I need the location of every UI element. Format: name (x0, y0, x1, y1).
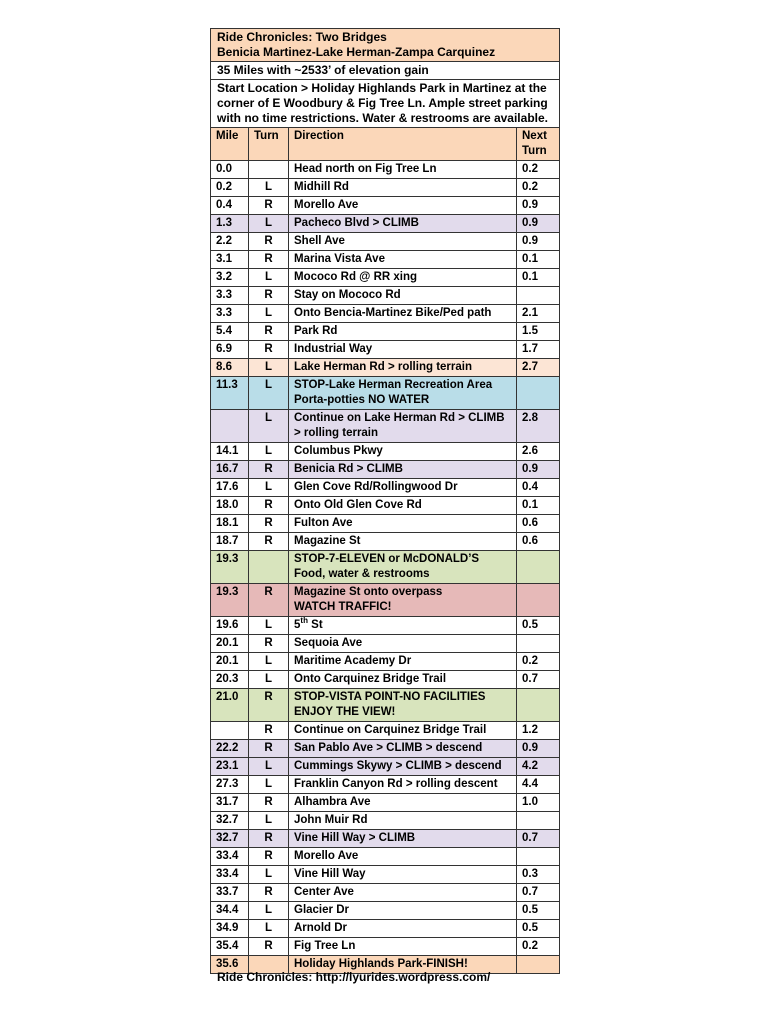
next-turn-cell: 0.9 (517, 197, 560, 215)
table-row (211, 479, 560, 497)
direction-text: Glen Cove Rd/Rollingwood Dr (294, 481, 458, 493)
mile-cell: 27.3 (211, 776, 249, 794)
direction-text: Fig Tree Ln (294, 940, 356, 952)
next-turn-cell: 1.5 (517, 323, 560, 341)
table-row (211, 197, 560, 215)
mile-cell: 19.6 (211, 617, 249, 635)
turn-cell: R (249, 233, 289, 251)
table-row (211, 617, 560, 635)
direction-cell (289, 689, 517, 722)
mile-cell: 35.4 (211, 938, 249, 956)
turn-cell: L (249, 653, 289, 671)
next-turn-cell: 1.7 (517, 341, 560, 359)
direction-cell (289, 341, 517, 359)
turn-cell: R (249, 323, 289, 341)
ride-title (211, 29, 560, 62)
direction-text: Continue on Carquinez Bridge Trail (294, 724, 487, 736)
direction-cell (289, 584, 517, 617)
direction-text: STOP-VISTA POINT-NO FACILITIES (294, 691, 486, 703)
mile-cell: 32.7 (211, 830, 249, 848)
table-row (211, 251, 560, 269)
direction-cell (289, 740, 517, 758)
table-row (211, 305, 560, 323)
direction-text: Magazine St (294, 535, 361, 547)
direction-text: Onto Old Glen Cove Rd (294, 499, 422, 511)
direction-cell (289, 515, 517, 533)
next-turn-cell: 0.9 (517, 461, 560, 479)
table-row (211, 179, 560, 197)
table-row (211, 740, 560, 758)
turn-cell: L (249, 269, 289, 287)
table-row (211, 758, 560, 776)
direction-text: Holiday Highlands Park-FINISH! (294, 958, 468, 970)
mile-cell: 16.7 (211, 461, 249, 479)
direction-text: Midhill Rd (294, 181, 349, 193)
mile-cell: 18.0 (211, 497, 249, 515)
direction-cell (289, 848, 517, 866)
table-row (211, 551, 560, 584)
turn-cell: L (249, 443, 289, 461)
column-header-mile: Mile (211, 128, 249, 161)
mile-cell: 19.3 (211, 584, 249, 617)
column-header-next-turn (517, 128, 560, 161)
direction-text: Stay on Mococo Rd (294, 289, 401, 301)
next-turn-cell: 0.6 (517, 533, 560, 551)
turn-cell: L (249, 866, 289, 884)
direction-text: Mococo Rd @ RR xing (294, 271, 418, 283)
mile-cell: 8.6 (211, 359, 249, 377)
direction-text: Head north on Fig Tree Ln (294, 163, 437, 175)
direction-text-rest: St (307, 619, 323, 631)
direction-cell (289, 410, 517, 443)
direction-text: John Muir Rd (294, 814, 368, 826)
mile-cell: 3.3 (211, 287, 249, 305)
turn-cell: R (249, 938, 289, 956)
turn-cell: L (249, 410, 289, 443)
next-turn-cell (517, 377, 560, 410)
mile-cell: 3.1 (211, 251, 249, 269)
turn-cell: L (249, 812, 289, 830)
column-header-row (211, 128, 560, 161)
direction-text: Onto Bencia-Martinez Bike/Ped path (294, 307, 492, 319)
turn-cell: L (249, 902, 289, 920)
next-turn-cell: 2.8 (517, 410, 560, 443)
direction-cell (289, 635, 517, 653)
table-row (211, 938, 560, 956)
table-row (211, 359, 560, 377)
table-row (211, 410, 560, 443)
cue-body (211, 161, 560, 974)
next-turn-cell: 0.4 (517, 479, 560, 497)
direction-cell (289, 794, 517, 812)
turn-cell: L (249, 377, 289, 410)
mile-cell: 14.1 (211, 443, 249, 461)
direction-text: San Pablo Ave > CLIMB > descend (294, 742, 483, 754)
direction-text: Morello Ave (294, 850, 359, 862)
next-turn-cell: 1.2 (517, 722, 560, 740)
next-turn-cell: 0.9 (517, 233, 560, 251)
table-row (211, 515, 560, 533)
mile-cell: 34.9 (211, 920, 249, 938)
table-row (211, 533, 560, 551)
next-turn-cell (517, 812, 560, 830)
next-turn-cell: 0.1 (517, 251, 560, 269)
direction-text: Shell Ave (294, 235, 345, 247)
direction-cell (289, 161, 517, 179)
direction-cell (289, 305, 517, 323)
direction-text: Benicia Rd > CLIMB (294, 463, 403, 475)
turn-cell: R (249, 635, 289, 653)
ride-subtitle-text: Benicia Martinez-Lake Herman-Zampa Carquinez (217, 45, 496, 59)
next-turn-cell: 0.6 (517, 515, 560, 533)
next-turn-cell: 0.1 (517, 269, 560, 287)
mile-cell: 0.2 (211, 179, 249, 197)
turn-cell: L (249, 671, 289, 689)
mile-cell: 20.1 (211, 653, 249, 671)
direction-cell (289, 269, 517, 287)
cue-table (210, 28, 560, 974)
turn-cell: R (249, 689, 289, 722)
direction-text: Glacier Dr (294, 904, 349, 916)
column-header-direction: Direction (289, 128, 517, 161)
direction-cell (289, 287, 517, 305)
direction-cell (289, 938, 517, 956)
next-turn-cell: 0.2 (517, 161, 560, 179)
direction-cell (289, 359, 517, 377)
next-turn-cell (517, 287, 560, 305)
turn-cell (249, 551, 289, 584)
table-row (211, 497, 560, 515)
table-row (211, 161, 560, 179)
next-turn-cell: 4.2 (517, 758, 560, 776)
mile-cell: 33.7 (211, 884, 249, 902)
direction-text-line2: ENJOY THE VIEW! (294, 706, 396, 718)
table-row (211, 323, 560, 341)
turn-cell (249, 161, 289, 179)
next-turn-cell: 0.9 (517, 740, 560, 758)
mile-cell: 2.2 (211, 233, 249, 251)
direction-text: Park Rd (294, 325, 338, 337)
table-row (211, 215, 560, 233)
turn-cell: R (249, 251, 289, 269)
direction-cell (289, 251, 517, 269)
table-row (211, 653, 560, 671)
direction-text: Vine Hill Way > CLIMB (294, 832, 416, 844)
next-turn-cell: 0.3 (517, 866, 560, 884)
table-row (211, 584, 560, 617)
table-row (211, 722, 560, 740)
mile-cell (211, 410, 249, 443)
direction-text: Arnold Dr (294, 922, 348, 934)
table-row (211, 812, 560, 830)
direction-cell (289, 323, 517, 341)
turn-cell: R (249, 341, 289, 359)
turn-cell: R (249, 461, 289, 479)
next-turn-cell: 0.2 (517, 938, 560, 956)
mile-cell: 11.3 (211, 377, 249, 410)
direction-cell (289, 443, 517, 461)
mile-cell: 34.4 (211, 902, 249, 920)
next-turn-cell (517, 551, 560, 584)
table-row (211, 920, 560, 938)
table-row (211, 689, 560, 722)
direction-text: Sequoia Ave (294, 637, 363, 649)
direction-cell (289, 215, 517, 233)
direction-cell (289, 179, 517, 197)
mile-cell: 21.0 (211, 689, 249, 722)
turn-cell: R (249, 584, 289, 617)
table-row (211, 848, 560, 866)
table-row (211, 443, 560, 461)
direction-text: Alhambra Ave (294, 796, 371, 808)
footer-credit: Ride Chronicles: http://lyurides.wordpress.com/ (217, 970, 491, 984)
direction-cell (289, 884, 517, 902)
table-row (211, 884, 560, 902)
turn-cell: L (249, 920, 289, 938)
table-row (211, 377, 560, 410)
mile-cell: 20.3 (211, 671, 249, 689)
table-row (211, 671, 560, 689)
turn-cell: R (249, 515, 289, 533)
distance-row (211, 62, 560, 80)
direction-text-sup: th (300, 616, 308, 626)
mile-cell: 1.3 (211, 215, 249, 233)
next-turn-cell (517, 635, 560, 653)
direction-cell (289, 920, 517, 938)
direction-cell (289, 653, 517, 671)
start-location-text: Start Location > Holiday Highlands Park in Martinez at the corner of E Woodbury & Fig Tree Ln. Ample street parking with no time restrictions. Water & restrooms are available. (211, 80, 560, 128)
mile-cell: 33.4 (211, 866, 249, 884)
direction-text: Magazine St onto overpass (294, 586, 443, 598)
turn-cell: R (249, 197, 289, 215)
direction-text: Center Ave (294, 886, 354, 898)
direction-text: Onto Carquinez Bridge Trail (294, 673, 447, 685)
direction-text-line2: > rolling terrain (294, 427, 379, 439)
next-turn-cell: 0.7 (517, 830, 560, 848)
mile-cell: 3.3 (211, 305, 249, 323)
direction-cell (289, 902, 517, 920)
table-row (211, 635, 560, 653)
next-turn-cell: 2.1 (517, 305, 560, 323)
table-row (211, 866, 560, 884)
turn-cell: L (249, 305, 289, 323)
next-turn-cell: 2.6 (517, 443, 560, 461)
direction-text: Maritime Academy Dr (294, 655, 412, 667)
direction-cell (289, 377, 517, 410)
direction-text: STOP-Lake Herman Recreation Area (294, 379, 493, 391)
mile-cell: 0.4 (211, 197, 249, 215)
distance-text: 35 Miles with ~2533’ of elevation gain (211, 62, 560, 80)
direction-text (294, 618, 511, 633)
next-turn-cell (517, 689, 560, 722)
table-row (211, 461, 560, 479)
direction-cell (289, 617, 517, 635)
table-row (211, 233, 560, 251)
direction-cell (289, 776, 517, 794)
direction-cell (289, 533, 517, 551)
start-row (211, 80, 560, 128)
mile-cell: 20.1 (211, 635, 249, 653)
direction-text: Cummings Skywy > CLIMB > descend (294, 760, 502, 772)
mile-cell: 35.6 (211, 956, 249, 974)
table-row (211, 902, 560, 920)
next-turn-cell: 0.5 (517, 617, 560, 635)
mile-cell: 32.7 (211, 812, 249, 830)
direction-cell (289, 497, 517, 515)
mile-cell: 18.1 (211, 515, 249, 533)
column-header-next-turn-text: Next Turn (522, 130, 547, 157)
direction-cell (289, 197, 517, 215)
mile-cell: 5.4 (211, 323, 249, 341)
next-turn-cell: 0.5 (517, 920, 560, 938)
direction-text-line2: Porta-potties NO WATER (294, 394, 430, 406)
next-turn-cell (517, 584, 560, 617)
turn-cell: L (249, 215, 289, 233)
direction-text-line2: Food, water & restrooms (294, 568, 430, 580)
direction-text-main: 5 (294, 619, 301, 631)
next-turn-cell: 4.4 (517, 776, 560, 794)
direction-text: Lake Herman Rd > rolling terrain (294, 361, 472, 373)
mile-cell: 31.7 (211, 794, 249, 812)
next-turn-cell: 0.2 (517, 653, 560, 671)
direction-cell (289, 671, 517, 689)
cue-sheet (210, 28, 559, 974)
title-row (211, 29, 560, 62)
direction-text: Morello Ave (294, 199, 359, 211)
next-turn-cell: 2.7 (517, 359, 560, 377)
next-turn-cell: 0.7 (517, 671, 560, 689)
turn-cell: R (249, 287, 289, 305)
direction-cell (289, 551, 517, 584)
mile-cell: 19.3 (211, 551, 249, 584)
table-row (211, 830, 560, 848)
next-turn-cell: 0.5 (517, 902, 560, 920)
next-turn-cell (517, 956, 560, 974)
table-row (211, 341, 560, 359)
turn-cell: L (249, 776, 289, 794)
direction-text: Vine Hill Way (294, 868, 366, 880)
direction-cell (289, 479, 517, 497)
direction-cell (289, 812, 517, 830)
table-row (211, 269, 560, 287)
turn-cell: R (249, 533, 289, 551)
turn-cell: R (249, 830, 289, 848)
turn-cell: L (249, 359, 289, 377)
mile-cell: 23.1 (211, 758, 249, 776)
turn-cell: R (249, 848, 289, 866)
mile-cell: 0.0 (211, 161, 249, 179)
mile-cell: 6.9 (211, 341, 249, 359)
turn-cell: R (249, 497, 289, 515)
column-header-turn: Turn (249, 128, 289, 161)
turn-cell: L (249, 617, 289, 635)
next-turn-cell: 0.1 (517, 497, 560, 515)
next-turn-cell: 0.2 (517, 179, 560, 197)
turn-cell: L (249, 179, 289, 197)
direction-cell (289, 233, 517, 251)
direction-text: Franklin Canyon Rd > rolling descent (294, 778, 498, 790)
direction-text: Fulton Ave (294, 517, 353, 529)
next-turn-cell: 0.7 (517, 884, 560, 902)
mile-cell: 22.2 (211, 740, 249, 758)
next-turn-cell: 0.9 (517, 215, 560, 233)
turn-cell: L (249, 479, 289, 497)
table-row (211, 794, 560, 812)
direction-cell (289, 722, 517, 740)
table-row (211, 287, 560, 305)
table-row (211, 776, 560, 794)
direction-cell (289, 830, 517, 848)
ride-title-text: Ride Chronicles: Two Bridges (217, 30, 387, 44)
direction-text: Pacheco Blvd > CLIMB (294, 217, 419, 229)
direction-cell (289, 461, 517, 479)
turn-cell: R (249, 794, 289, 812)
direction-text: Industrial Way (294, 343, 373, 355)
turn-cell: R (249, 884, 289, 902)
mile-cell: 18.7 (211, 533, 249, 551)
mile-cell: 3.2 (211, 269, 249, 287)
direction-text: Columbus Pkwy (294, 445, 383, 457)
turn-cell: L (249, 758, 289, 776)
mile-cell: 17.6 (211, 479, 249, 497)
mile-cell: 33.4 (211, 848, 249, 866)
next-turn-cell (517, 848, 560, 866)
direction-text-line2: WATCH TRAFFIC! (294, 601, 392, 613)
turn-cell: R (249, 722, 289, 740)
direction-text: Marina Vista Ave (294, 253, 385, 265)
mile-cell (211, 722, 249, 740)
direction-text: STOP-7-ELEVEN or McDONALD’S (294, 553, 480, 565)
direction-cell (289, 866, 517, 884)
direction-text: Continue on Lake Herman Rd > CLIMB (294, 412, 505, 424)
next-turn-cell: 1.0 (517, 794, 560, 812)
turn-cell: R (249, 740, 289, 758)
direction-cell (289, 758, 517, 776)
